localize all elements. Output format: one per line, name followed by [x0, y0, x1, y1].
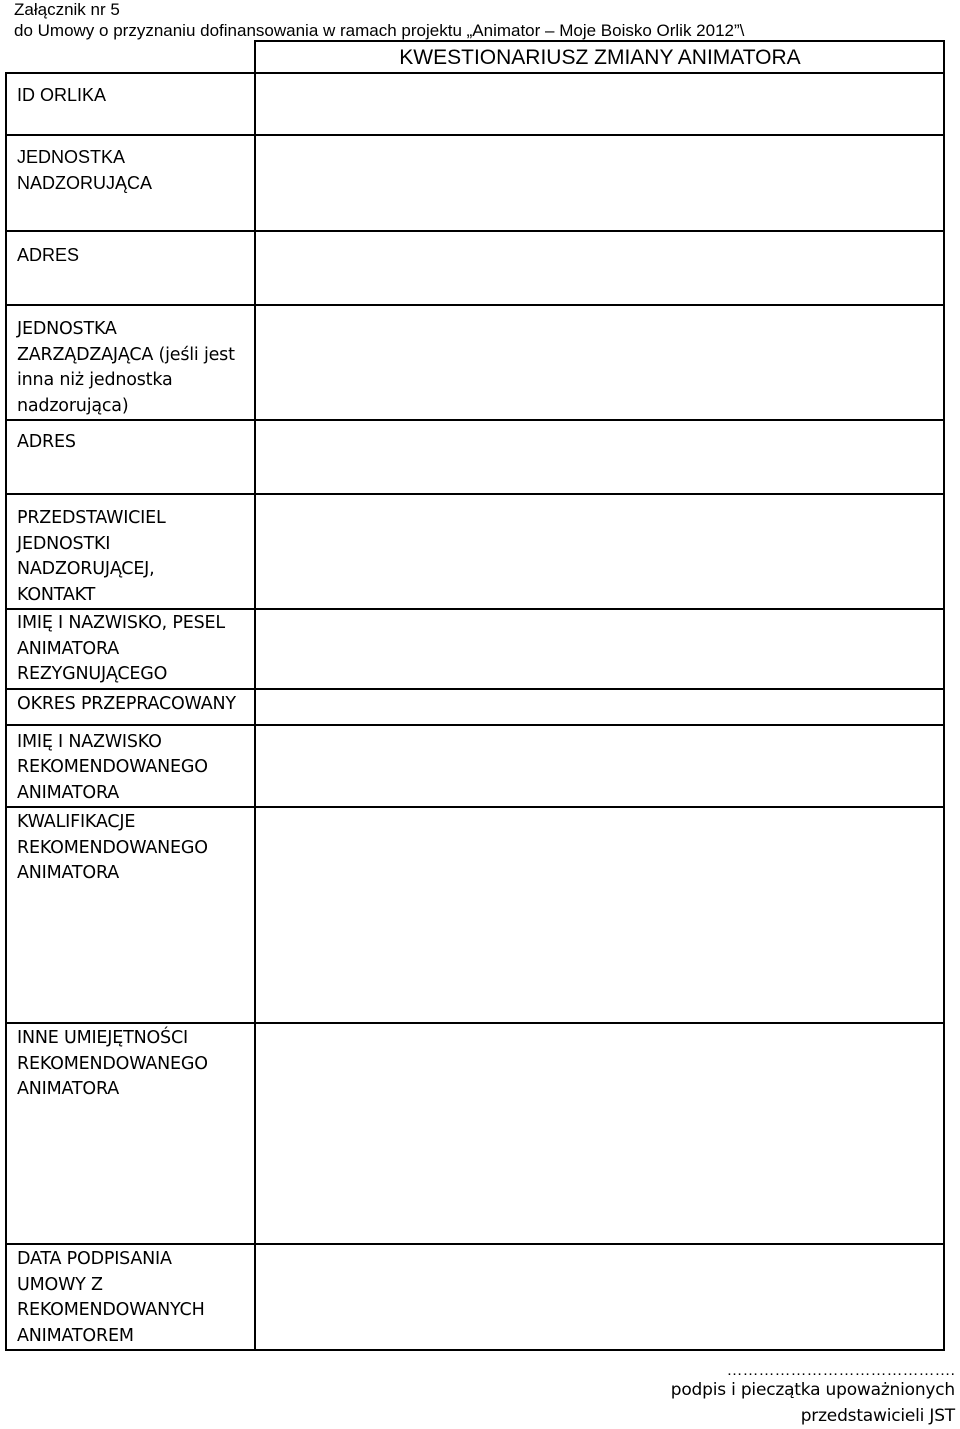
- row-label: JEDNOSTKA NADZORUJĄCA: [17, 147, 153, 193]
- table-row: [6, 609, 944, 689]
- label-cell: [6, 494, 255, 609]
- value-cell[interactable]: [255, 689, 944, 725]
- row-label: IMIĘ I NAZWISKO REKOMENDOWANEGO ANIMATORA: [17, 731, 208, 803]
- table-row: [6, 1023, 944, 1244]
- signature-line: …………………………………….: [726, 1362, 955, 1379]
- table-row: [6, 807, 944, 1023]
- table-row: [6, 73, 944, 135]
- label-cell: [6, 689, 255, 725]
- form-title: KWESTIONARIUSZ ZMIANY ANIMATORA: [399, 46, 801, 69]
- value-cell[interactable]: [255, 725, 944, 808]
- signature-caption: podpis i pieczątka upoważnionych przedstawicieli JST: [670, 1380, 955, 1426]
- table-row: [6, 689, 944, 725]
- label-cell: [6, 807, 255, 1023]
- value-cell[interactable]: [255, 1244, 944, 1350]
- table-row: [6, 725, 944, 808]
- table-row: [6, 1244, 944, 1350]
- row-label: ID ORLIKA: [17, 85, 107, 105]
- questionnaire-table: [5, 40, 945, 1351]
- label-cell: [6, 609, 255, 689]
- value-cell[interactable]: [255, 494, 944, 609]
- label-cell: [6, 305, 255, 420]
- value-cell[interactable]: [255, 420, 944, 494]
- row-label: JEDNOSTKA ZARZĄDZAJĄCA (jeśli jest inna niż jednostka nadzorująca): [17, 319, 235, 416]
- value-cell[interactable]: [255, 231, 944, 305]
- value-cell[interactable]: [255, 135, 944, 231]
- value-cell[interactable]: [255, 305, 944, 420]
- value-cell[interactable]: [255, 807, 944, 1023]
- row-label: DATA PODPISANIA UMOWY Z REKOMENDOWANYCH ANIMATOREM: [17, 1249, 205, 1346]
- row-label: IMIĘ I NAZWISKO, PESEL ANIMATORA REZYGNUJĄCEGO: [17, 613, 225, 684]
- table-row: [6, 494, 944, 609]
- row-label: KWALIFIKACJE REKOMENDOWANEGO ANIMATORA: [17, 812, 208, 883]
- label-cell: [6, 73, 255, 135]
- label-cell: [6, 420, 255, 494]
- label-cell: [6, 135, 255, 231]
- table-row: [6, 135, 944, 231]
- value-cell[interactable]: [255, 609, 944, 689]
- table-row: [6, 231, 944, 305]
- value-cell[interactable]: [255, 73, 944, 135]
- attachment-number: Załącznik nr 5: [14, 0, 120, 19]
- label-cell: [6, 1244, 255, 1350]
- row-label: ADRES: [17, 245, 80, 265]
- row-label: INNE UMIEJĘTNOŚCI REKOMENDOWANEGO ANIMATORA: [17, 1028, 208, 1099]
- value-cell[interactable]: [255, 1023, 944, 1244]
- attachment-subtitle: do Umowy o przyznaniu dofinansowania w ramach projektu „Animator – Moje Boisko Orlik 2012”\: [14, 21, 745, 40]
- table-row: [6, 420, 944, 494]
- label-cell: [6, 231, 255, 305]
- row-label: OKRES PRZEPRACOWANY: [17, 693, 236, 714]
- row-label: PRZEDSTAWICIEL JEDNOSTKI NADZORUJĄCEJ, KONTAKT: [17, 508, 166, 605]
- table-row: [6, 305, 944, 420]
- row-label: ADRES: [17, 432, 76, 452]
- label-cell: [6, 1023, 255, 1244]
- label-cell: [6, 725, 255, 808]
